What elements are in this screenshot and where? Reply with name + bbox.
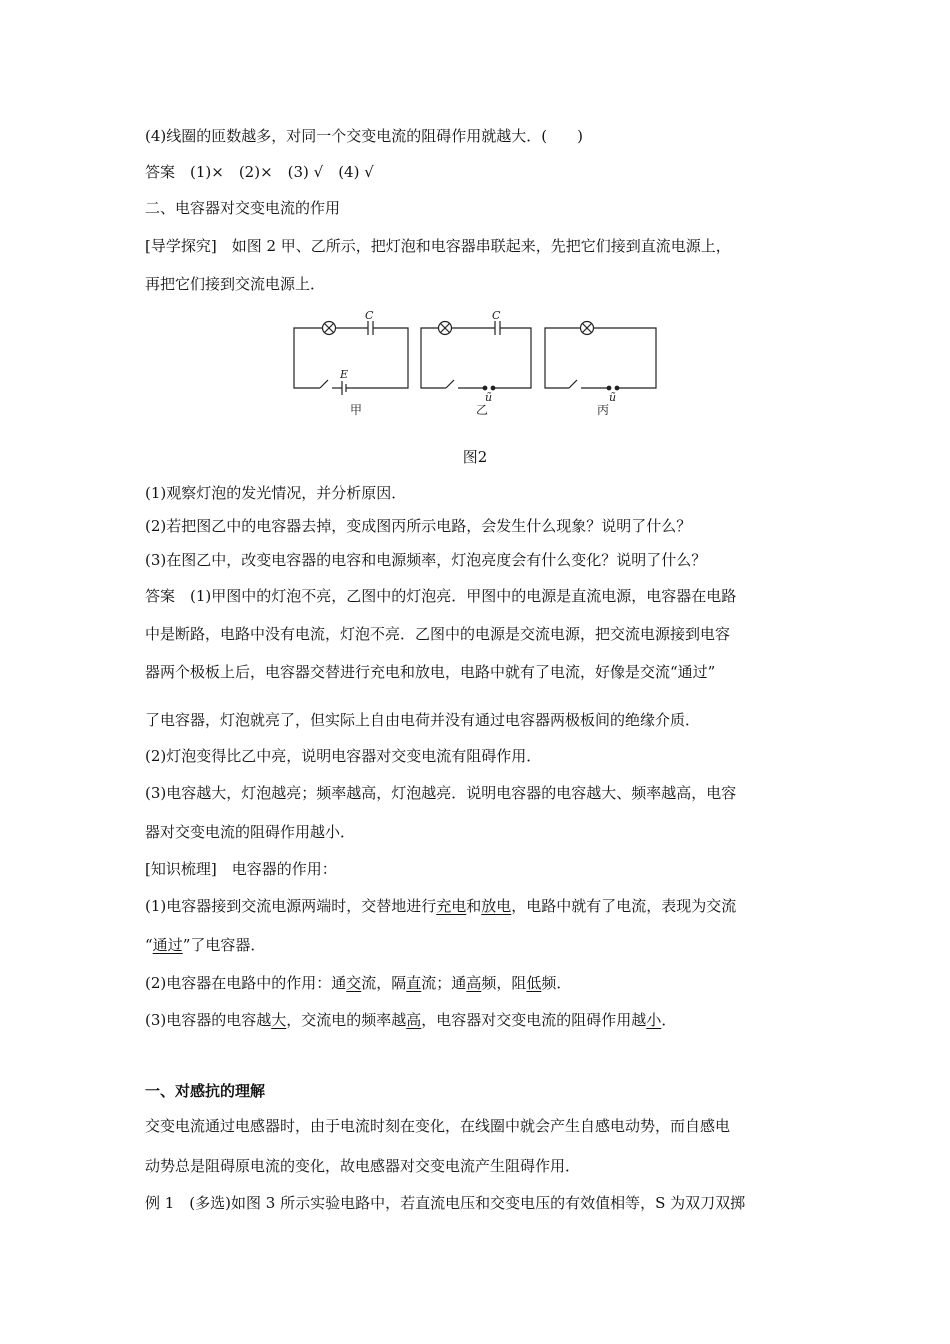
knowledge-title: [知识梳理] 电容器的作用：: [145, 860, 337, 878]
guide-line-1: [导学探究] 如图 2 甲、乙所示，把灯泡和电容器串联起来，先把它们接到直流电源上，: [145, 237, 731, 255]
section-1-title: 一、对感抗的理解: [145, 1082, 266, 1100]
figure-caption: 图2: [462, 448, 488, 466]
k1-text-d: “: [145, 936, 153, 954]
k3-text-b: ，交流电的频率越: [286, 1011, 407, 1029]
answer-2-line-1: 答案 (1)甲图中的灯泡不亮，乙图中的灯泡亮．甲图中的电源是直流电源，电容器在电路: [145, 587, 737, 605]
k2-text-e: 频．: [541, 974, 572, 992]
guide-line-2: 再把它们接到交流电源上．: [145, 275, 326, 293]
circuit-label-bing: 丙: [597, 403, 610, 417]
k3-answer-1: 大: [271, 1011, 287, 1029]
answer-2-line-4: 了电容器，灯泡就亮了，但实际上自由电荷并没有通过电容器两极板间的绝缘介质．: [145, 711, 701, 729]
circuit-jia: [294, 321, 408, 395]
knowledge-point-2: [145, 973, 815, 993]
cap-label-jia: C: [365, 310, 374, 322]
source-label-yi: ũ: [485, 391, 493, 404]
k1-text-c: ，电路中就有了电流，表现为交流: [511, 897, 737, 915]
circuit-figure: [290, 310, 662, 420]
k2-text-b: 流，隔: [361, 974, 407, 992]
k3-text-a: (3)电容器的电容越: [145, 1011, 272, 1029]
example-1: 例 1 (多选)如图 3 所示实验电路中，若直流电压和交变电压的有效值相等，S 为双刀双掷: [145, 1194, 746, 1212]
circuit-label-yi: 乙: [476, 403, 489, 417]
paragraph-1-line-2: 动势总是阻碍原电流的变化，故电感器对交变电流产生阻碍作用．: [145, 1157, 581, 1175]
answer-2-line-5: (2)灯泡变得比乙中亮，说明电容器对交变电流有阻碍作用．: [145, 747, 542, 765]
circuit-bing: [545, 322, 656, 390]
question-2: (2)若把图乙中的电容器去掉，变成图丙所示电路，会发生什么现象？说明了什么？: [145, 517, 692, 535]
k3-answer-3: 小: [646, 1011, 662, 1029]
answer-2-line-3: 器两个极板上后，电容器交替进行充电和放电，电路中就有了电流，好像是交流“通过”: [145, 663, 716, 681]
source-label-jia: E: [340, 368, 349, 381]
cap-label-yi: C: [492, 310, 501, 322]
k3-text-c: ，电容器对交变电流的阻碍作用越: [421, 1011, 647, 1029]
question-1: (1)观察灯泡的发光情况，并分析原因．: [145, 484, 407, 502]
answer-1: 答案 (1)× (2)× (3) √ (4) √: [145, 163, 374, 181]
k1-text-a: (1)电容器接到交流电源两端时，交替地进行: [145, 897, 437, 915]
circuit-yi: [421, 321, 531, 390]
k1-answer-pass: 通过: [152, 936, 183, 954]
k1-answer-charge: 充电: [436, 897, 467, 915]
k3-answer-2: 高: [406, 1011, 422, 1029]
k2-text-a: (2)电容器在电路中的作用：通: [145, 974, 347, 992]
k2-text-d: 频，阻: [481, 974, 527, 992]
source-label-bing: ũ: [609, 391, 617, 404]
answer-2-line-7: 器对交变电流的阻碍作用越小．: [145, 823, 356, 841]
k2-answer-1: 交: [346, 974, 362, 992]
question-3: (3)在图乙中，改变电容器的电容和电源频率，灯泡亮度会有什么变化？说明了什么？: [145, 551, 707, 569]
paragraph-1-line-1: 交变电流通过电感器时，由于电流时刻在变化，在线圈中就会产生自感电动势，而自感电: [145, 1117, 731, 1135]
section-2-title: 二、电容器对交变电流的作用: [145, 199, 341, 217]
knowledge-point-1-cont: [145, 935, 815, 955]
k1-text-b: 和: [466, 897, 482, 915]
k2-answer-4: 低: [526, 974, 542, 992]
k1-text-e: ”了电容器．: [182, 936, 266, 954]
answer-2-line-6: (3)电容越大，灯泡越亮；频率越高，灯泡越亮．说明电容器的电容越大、频率越高，电容: [145, 784, 737, 802]
k1-answer-discharge: 放电: [481, 897, 512, 915]
answer-2-line-2: 中是断路，电路中没有电流，灯泡不亮．乙图中的电源是交流电源，把交流电源接到电容: [145, 625, 731, 643]
circuit-label-jia: 甲: [350, 403, 363, 417]
k2-answer-2: 直: [406, 974, 422, 992]
knowledge-point-3: [145, 1010, 815, 1030]
k3-text-d: ．: [661, 1011, 677, 1029]
question-4: (4)线圈的匝数越多，对同一个交变电流的阻碍作用就越大．( ): [145, 127, 583, 145]
knowledge-point-1: [145, 896, 815, 916]
k2-answer-3: 高: [466, 974, 482, 992]
k2-text-c: 流；通: [421, 974, 467, 992]
